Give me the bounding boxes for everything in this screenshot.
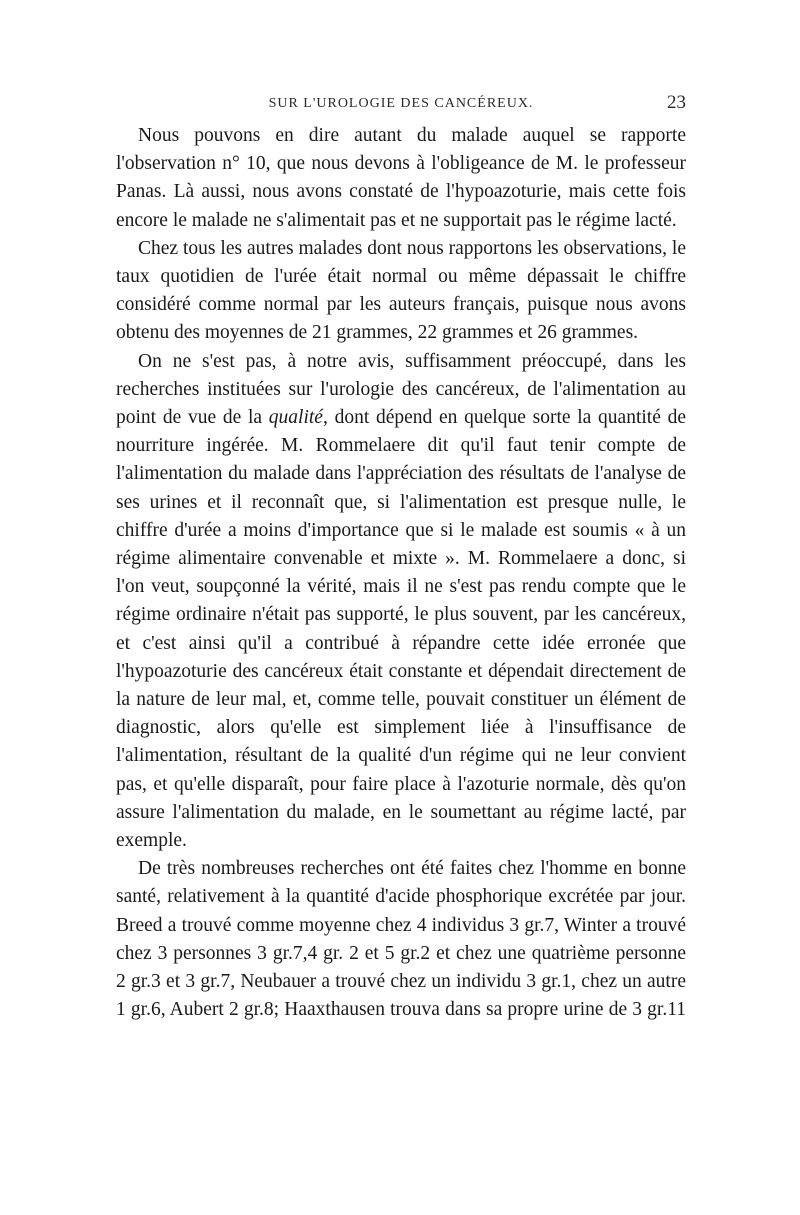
paragraph-3-part-1: On ne s'est pas, à notre avis, suffisamment préoccupé, dans les recherches instituées sur l'urologie des cancéreux, de l'alimentation au point de vue de la [116, 350, 686, 429]
page-number: 23 [667, 92, 686, 113]
running-header [116, 92, 686, 122]
italic-word-qualite: qualité [268, 407, 323, 429]
paragraph-1: Nous pouvons en dire autant du malade auquel se rapporte l'observation n° 10, que nous devons à l'obligeance de M. le professeur Panas. Là aussi, nous avons constaté de l'hypoazoturie, mais cette fois encore le malade ne s'alimentait pas et ne supportait pas le régime lacté. [116, 125, 686, 231]
book-page [116, 92, 686, 1025]
paragraph-3 [116, 348, 686, 856]
paragraph-2: Chez tous les autres malades dont nous rapportons les observations, le taux quotidien de l'urée était normal ou même dépassait le chiffre considéré comme normal par les auteurs français, puisque nous avons obtenu des moyennes de 21 grammes, 22 grammes et 26 grammes. [116, 237, 686, 344]
body-text [116, 122, 686, 1025]
paragraph-4: De très nombreuses recherches ont été faites chez l'homme en bonne santé, relativement à la quantité d'acide phosphorique excrétée par jour. Breed a trouvé comme moyenne chez 4 individus 3 gr.7, Winter a trouvé chez 3 personnes 3 gr.7,4 gr. 2 et 5 gr.2 et chez une quatrième personne 2 gr.3 et 3 gr.7, Neubauer a trouvé chez un individu 3 gr.1, chez un autre 1 gr.6, Aubert 2 gr.8; Haaxthausen trouva dans sa propre urine de 3 gr.11 [116, 858, 686, 1021]
paragraph-3-part-2: , dont dépend en quelque sorte la quantité de nourriture ingérée. M. Rommelaere dit qu'il faut tenir compte de l'alimentation du malade dans l'appréciation des résultats de l'analyse de ses urines et il reconnaît que, si l'alimentation est presque nulle, le chiffre d'urée a moins d'importance que si le malade est soumis « à un régime alimentaire convenable et mixte ». M. Rommelaere a donc, si l'on veut, soupçonné la vérité, mais il ne s'est pas rendu compte que le régime ordinaire n'était pas supporté, le plus souvent, par les cancéreux, et c'est ainsi qu'il a contribué à répandre cette idée erronée que l'hypoazoturie des cancéreux était constante et dépendait directement de la nature de leur mal, et, comme telle, pouvait constituer un élément de diagnostic, alors qu'elle est simplement liée à l'insuffisance de l'alimentation, résultant de la qualité d'un régime qui ne leur convient pas, et qu'elle disparaît, pour faire place à l'azoturie normale, dès qu'on assure l'alimentation du malade, en le soumettant au régime lacté, par exemple. [116, 407, 687, 852]
running-title: SUR L'UROLOGIE DES CANCÉREUX. [268, 96, 534, 111]
